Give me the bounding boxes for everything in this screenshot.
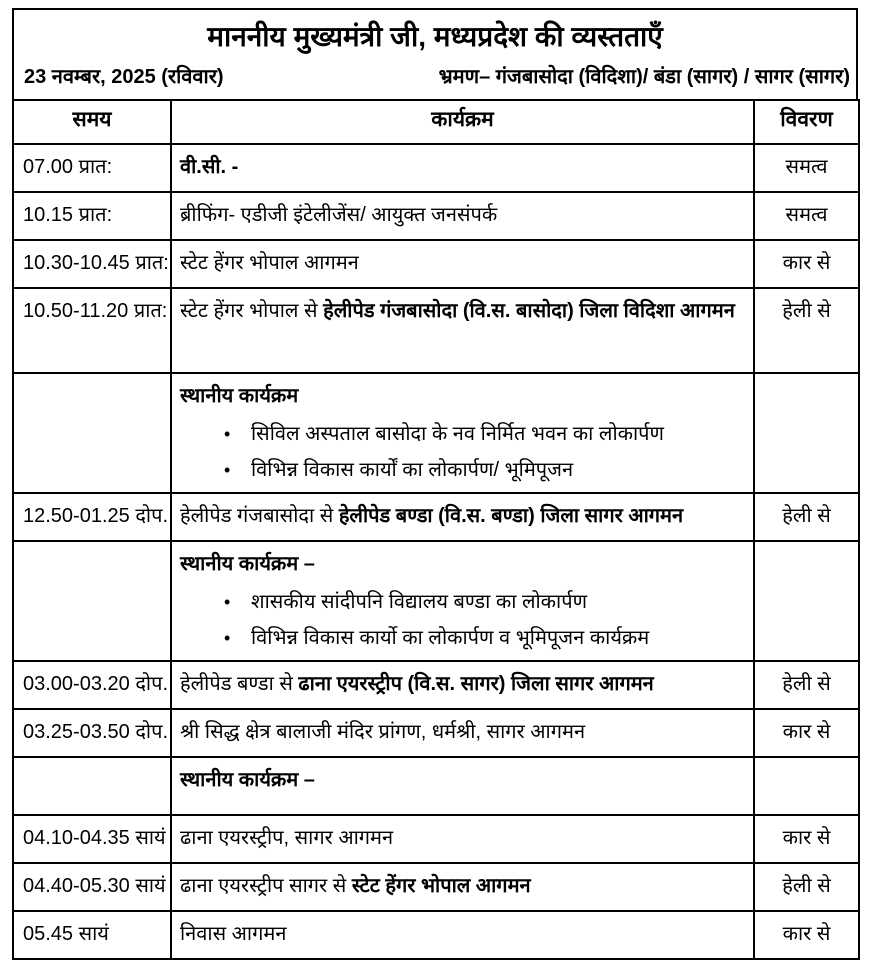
bullet-icon: • [224, 459, 231, 480]
table-row [13, 373, 859, 493]
bullet-text: सिविल अस्पताल बासोदा के नव निर्मित भवन का लोकार्पण [251, 422, 664, 445]
bullet-text: विभिन्न विकास कार्यों का लोकार्पण/ भूमिपूजन [251, 458, 574, 481]
program-cell [171, 240, 754, 288]
schedule-table-header [13, 100, 859, 144]
program-text [180, 243, 745, 283]
time-cell: 10.50-11.20 प्रात: [13, 288, 171, 373]
detail-cell: कार से [754, 709, 859, 757]
detail-cell [754, 757, 859, 815]
program-text [180, 914, 745, 954]
program-text [180, 376, 745, 416]
document-title: माननीय मुख्यमंत्री जी, मध्यप्रदेश की व्यस्तताएँ [207, 21, 663, 52]
column-header-detail: विवरण [754, 100, 859, 144]
time-cell: 03.00-03.20 दोप. [13, 661, 171, 709]
bullet-item [180, 416, 745, 452]
program-text-regular: ढाना एयरस्ट्रीप, सागर आगमन [180, 826, 394, 849]
schedule-table [12, 99, 860, 960]
detail-cell: समत्व [754, 144, 859, 192]
table-row [13, 815, 859, 863]
program-text-regular: स्टेट हेंगर भोपाल आगमन [180, 251, 359, 274]
table-row [13, 911, 859, 959]
program-cell [171, 192, 754, 240]
header-row [13, 100, 859, 144]
detail-cell: कार से [754, 911, 859, 959]
document-header [12, 8, 858, 99]
detail-cell [754, 373, 859, 493]
program-cell [171, 373, 754, 493]
time-cell: 07.00 प्रात: [13, 144, 171, 192]
time-cell: 05.45 सायं [13, 911, 171, 959]
column-header-program: कार्यक्रम [171, 100, 754, 144]
program-text-bold: स्थानीय कार्यक्रम [180, 384, 299, 407]
bullet-item [180, 620, 745, 656]
program-cell [171, 661, 754, 709]
program-text-bold: ढाना एयरस्ट्रीप (वि.स. सागर) जिला सागर आगमन [298, 672, 654, 695]
bullet-text: शासकीय सांदीपनि विद्यालय बण्डा का लोकार्पण [251, 590, 588, 613]
schedule-table-body [13, 144, 859, 959]
program-text-regular: स्टेट हेंगर भोपाल से [180, 299, 324, 322]
time-cell [13, 373, 171, 493]
table-row [13, 493, 859, 541]
detail-cell: हेली से [754, 863, 859, 911]
table-row [13, 144, 859, 192]
bullet-text: विभिन्न विकास कार्यो का लोकार्पण व भूमिपूजन कार्यक्रम [251, 626, 650, 649]
program-cell [171, 288, 754, 373]
program-text [180, 147, 745, 187]
bullet-item [180, 452, 745, 488]
program-text-bold: वी.सी. - [180, 155, 239, 178]
time-cell: 12.50-01.25 दोप. [13, 493, 171, 541]
program-text [180, 496, 745, 536]
column-header-time: समय [13, 100, 171, 144]
document-subheader [14, 60, 856, 93]
bullet-icon: • [224, 591, 231, 612]
program-text-bold: हेलीपेड गंजबासोदा (वि.स. बासोदा) जिला विदिशा आगमन [323, 299, 735, 322]
program-text-bold: स्थानीय कार्यक्रम – [180, 768, 315, 791]
table-row [13, 709, 859, 757]
schedule-document [12, 8, 858, 960]
program-text-regular: हेलीपेड गंजबासोदा से [180, 504, 339, 527]
table-row [13, 757, 859, 815]
bullet-icon: • [224, 423, 231, 444]
time-cell: 03.25-03.50 दोप. [13, 709, 171, 757]
detail-cell: कार से [754, 815, 859, 863]
program-cell [171, 863, 754, 911]
program-text [180, 866, 745, 906]
program-cell [171, 911, 754, 959]
time-cell: 10.15 प्रात: [13, 192, 171, 240]
program-text [180, 544, 745, 584]
detail-cell: हेली से [754, 493, 859, 541]
table-row [13, 192, 859, 240]
program-cell [171, 709, 754, 757]
program-text-regular: हेलीपेड बण्डा से [180, 672, 299, 695]
table-row [13, 240, 859, 288]
program-cell [171, 144, 754, 192]
time-cell: 10.30-10.45 प्रात: [13, 240, 171, 288]
detail-cell: समत्व [754, 192, 859, 240]
time-cell [13, 757, 171, 815]
table-row [13, 661, 859, 709]
program-text-regular: ब्रीफिंग- एडीजी इंटेलीजेंस/ आयुक्त जनसंपर्क [180, 203, 498, 226]
program-text [180, 712, 745, 752]
tour-route-label: भ्रमण– गंजबासोदा (विदिशा)/ बंडा (सागर) / सागर (सागर) [438, 65, 850, 88]
program-text-bold: हेलीपेड बण्डा (वि.स. बण्डा) जिला सागर आगमन [338, 504, 684, 527]
program-cell [171, 815, 754, 863]
program-text [180, 291, 745, 331]
program-text-regular: ढाना एयरस्ट्रीप सागर से [180, 874, 352, 897]
table-row [13, 541, 859, 661]
detail-cell: हेली से [754, 661, 859, 709]
time-cell: 04.40-05.30 सायं [13, 863, 171, 911]
detail-cell: कार से [754, 240, 859, 288]
program-text [180, 818, 745, 858]
program-cell [171, 757, 754, 815]
detail-cell: हेली से [754, 288, 859, 373]
program-text [180, 195, 745, 235]
table-row [13, 863, 859, 911]
program-text-bold: स्थानीय कार्यक्रम – [180, 552, 315, 575]
bullet-item [180, 584, 745, 620]
program-text-bold: स्टेट हेंगर भोपाल आगमन [351, 874, 531, 897]
program-text-regular: श्री सिद्ध क्षेत्र बालाजी मंदिर प्रांगण, धर्मश्री, सागर आगमन [180, 720, 586, 743]
bullet-icon: • [224, 627, 231, 648]
time-cell: 04.10-04.35 सायं [13, 815, 171, 863]
detail-cell [754, 541, 859, 661]
program-text-regular: निवास आगमन [180, 922, 287, 945]
program-text [180, 664, 745, 704]
table-row [13, 288, 859, 373]
time-cell [13, 541, 171, 661]
program-cell [171, 541, 754, 661]
date-label: 23 नवम्बर, 2025 (रविवार) [24, 65, 224, 88]
program-text [180, 760, 745, 800]
program-cell [171, 493, 754, 541]
